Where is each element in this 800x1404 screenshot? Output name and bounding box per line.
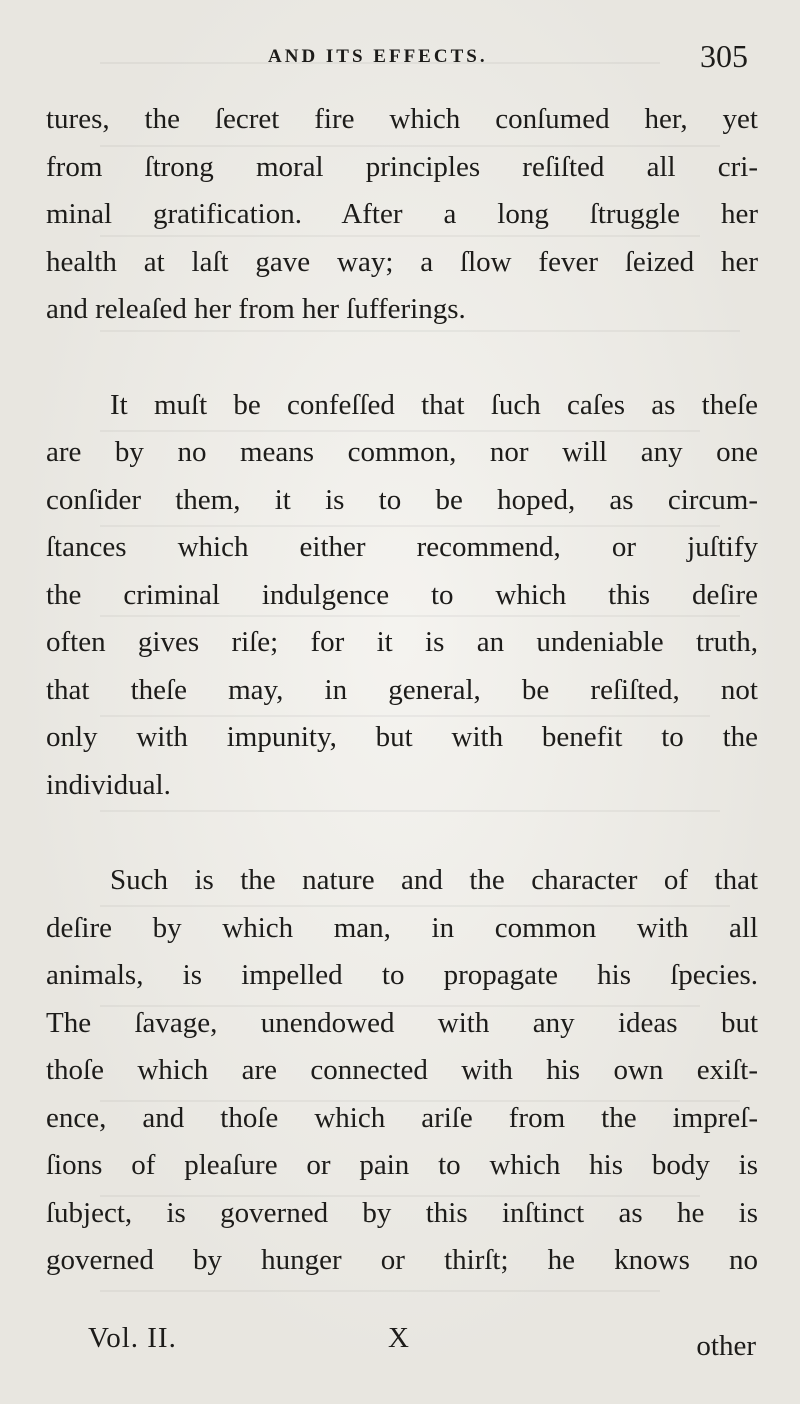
body-text (46, 96, 758, 1285)
catchword: other (696, 1330, 756, 1362)
text-line: health at laſt gave way; a ſlow fever ſeized her (46, 245, 758, 278)
text-line: governed by hunger or thirſt; he knows no (46, 1244, 758, 1276)
text-line: tures, the ſecret fire which conſumed her, yet (46, 103, 758, 135)
paragraph-gap (46, 334, 758, 382)
signature-mark: X (388, 1322, 409, 1354)
text-line: conſider them, it is to be hoped, as circum- (46, 483, 758, 516)
text-line: deſire by which man, in common with all (46, 911, 758, 944)
paragraph-1 (46, 96, 758, 334)
paragraph-2 (46, 382, 758, 810)
text-line: ſtances which either recommend, or juſtify (46, 531, 758, 563)
text-line: that theſe may, in general, be reſiſted, not (46, 673, 758, 706)
page-footer (0, 1322, 800, 1372)
text-line: are by no means common, nor will any one (46, 436, 758, 468)
text-line: individual. (46, 768, 171, 801)
text-line: thoſe which are connected with his own exiſt- (46, 1054, 758, 1086)
text-line: Such is the nature and the character of that (110, 864, 758, 896)
text-line: minal gratification. After a long ſtruggle her (46, 198, 758, 230)
text-line: the criminal indulgence to which this deſire (46, 578, 758, 611)
text-line: from ſtrong moral principles reſiſted all cri- (46, 150, 758, 183)
volume-signature: Vol. II. (88, 1322, 177, 1354)
running-head (0, 38, 800, 78)
text-line: often gives riſe; for it is an undeniable truth, (46, 626, 758, 658)
text-line: ſions of pleaſure or pain to which his body is (46, 1149, 758, 1181)
text-line: and releaſed her from her ſufferings. (46, 293, 466, 325)
text-line: It muſt be confeſſed that ſuch caſes as theſe (110, 388, 758, 421)
text-line: The ſavage, unendowed with any ideas but (46, 1006, 758, 1039)
page-number: 305 (700, 38, 748, 74)
text-line: only with impunity, but with benefit to the (46, 721, 758, 753)
paragraph-3 (46, 857, 758, 1285)
paragraph-gap (46, 809, 758, 857)
running-head-title: AND ITS EFFECTS. (268, 46, 488, 67)
text-line: ſubject, is governed by this inſtinct as he is (46, 1196, 758, 1229)
text-line: animals, is impelled to propagate his ſpecies. (46, 959, 758, 991)
text-line: ence, and thoſe which ariſe from the impreſ- (46, 1101, 758, 1134)
